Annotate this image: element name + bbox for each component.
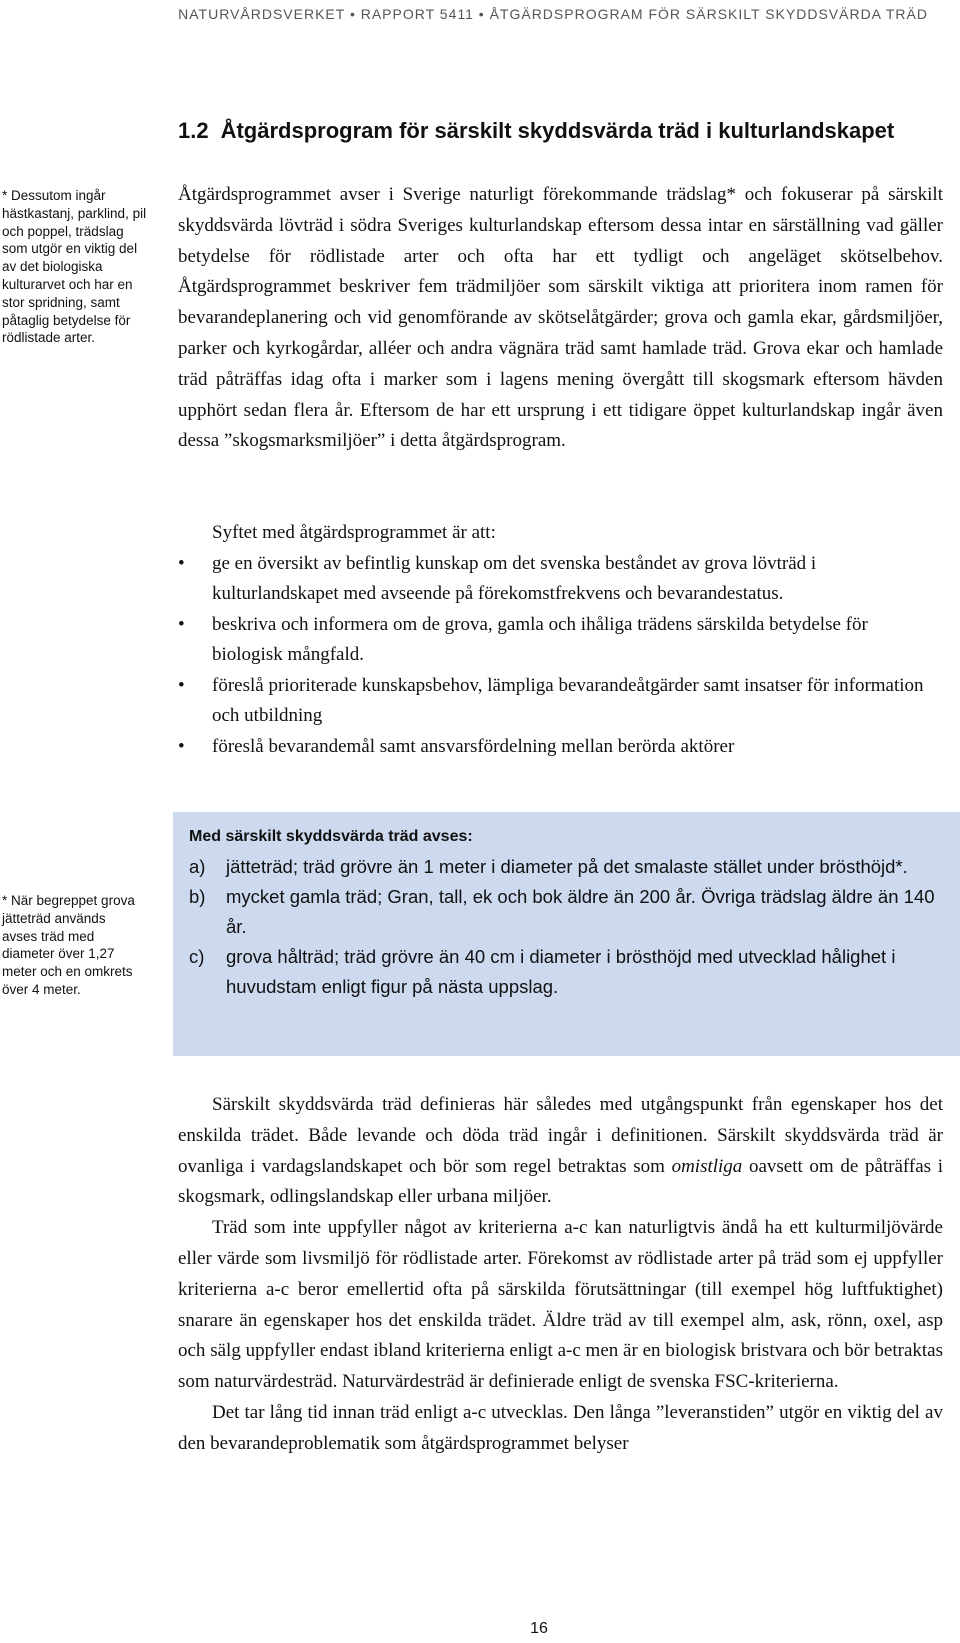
definition-box-title: Med särskilt skyddsvärda träd avses: (189, 828, 473, 845)
purpose-item (178, 549, 943, 610)
section-heading (178, 118, 894, 144)
bullet-icon: • (178, 613, 185, 635)
emphasis-omistliga: omistliga (671, 1155, 743, 1177)
purpose-intro: Syftet med åtgärdsprogrammet är att: (212, 522, 496, 543)
section-title: Åtgärdsprogram för särskilt skyddsvärda träd i kulturlandskapet (220, 118, 895, 143)
purpose-item-text: ge en översikt av befintlig kunskap om det svenska beståndet av grova lövträd i kulturlandskapet med avseende på förekomstfrekvens och bevarandestatus. (212, 552, 817, 604)
purpose-item (178, 671, 943, 732)
purpose-item-text: föreslå bevarandemål samt ansvarsfördelning mellan berörda aktörer (212, 735, 735, 757)
page-number: 16 (530, 1620, 548, 1637)
purpose-item-text: föreslå prioriterade kunskapsbehov, lämpliga bevarandeåtgärder samt insatser för information och utbildning (212, 674, 924, 726)
definition-item (189, 942, 944, 1002)
definition-item-text: grova hålträd; träd grövre än 40 cm i diameter i brösthöjd med utvecklad hålighet i huvudstam enligt figur på nästa uppslag. (226, 946, 896, 997)
definition-item-letter: b) (189, 886, 206, 907)
intro-paragraph (178, 180, 943, 457)
bullet-icon: • (178, 552, 185, 574)
section-number: 1.2 (178, 118, 209, 143)
definition-item (189, 882, 944, 942)
criteria-paragraph: Träd som inte uppfyller något av kriterierna a-c kan naturligtvis ändå ha ett kulturmiljövärde eller värde som livsmiljö för rödlistade arter. Förekomst av rödlistade arter på träd som ej uppfyller kriterierna a-c beror emellertid ofta på särskilda förutsättningar (till exempel hög luftfuktighet) snarare än egenskaper hos det enskilda trädet. Äldre träd av till exempel alm, ask, rönn, oxel, asp och sälg uppfyller endast ibland kriterierna enligt a-c men är en biologisk bristvara och bör betraktas som naturvärdesträd. Naturvärdesträd är definierade enligt de svenska FSC-kriterierna. (178, 1217, 943, 1393)
definition-item (189, 852, 944, 882)
intro-paragraph-text: Åtgärdsprogrammet avser i Sverige naturligt förekommande trädslag* och fokuserar på särskilt skyddsvärda lövträd i södra Sveriges kulturlandskap eftersom dessa intar en särställning vad gäller betydelse för rödlistade arter och ofta har ett tydligt och angeläget skötselbehov. Åtgärdsprogrammet beskriver fem trädmiljöer som särskilt viktiga att prioritera inom ramen för bevarandeplanering och vid genomförande av skötselåtgärder; grova och gamla ekar, gårdsmiljöer, parker och kyrkogårdar, alléer och andra vägnära träd samt hamlade träd. Grova ekar och hamlade träd påträffas idag ofta i marker som i lagens mening övergått till skogsmark eftersom hävden upphört sedan flera år. Eftersom de har ett ursprung i ett tidigare öppet kulturlandskap ingår även dessa ”skogsmarksmiljöer” i detta åtgärdsprogram. (178, 184, 943, 452)
body-paragraphs (178, 1090, 943, 1460)
bullet-icon: • (178, 674, 185, 696)
definition-paragraph-text-end: oavsett om de påträffas i skogsmark, odlingslandskap eller urbana miljöer. (178, 1155, 943, 1208)
margin-note-tree-species: * Dessutom ingår hästkastanj, parklind, pil och poppel, trädslag som utgör en viktig del av det biologiska kulturarvet och har en stor spridning, samt påtaglig betydelse för rödlistade arter. (2, 188, 147, 346)
running-header: NATURVÅRDSVERKET • RAPPORT 5411 • ÅTGÄRDSPROGRAM FÖR SÄRSKILT SKYDDSVÄRDA TRÄD (178, 6, 928, 22)
definition-item-text: jätteträd; träd grövre än 1 meter i diameter på det smalaste stället under brösthöjd*. (226, 856, 908, 877)
purpose-list (178, 549, 943, 763)
definition-paragraph-text: Särskilt skyddsvärda träd definieras här således med utgångspunkt från egenskaper hos det enskilda trädet. Både levande och döda träd ingår i definitionen. Särskilt skyddsvärda träd är ovanliga i vardagslandskapet och bör som regel betraktas som (178, 1094, 943, 1177)
purpose-item (178, 732, 943, 763)
margin-note-giant-trees: * När begreppet grova jätteträd används avses träd med diameter över 1,27 meter och en omkrets över 4 meter. (2, 893, 135, 997)
bullet-icon: • (178, 735, 185, 757)
definition-box (173, 812, 960, 1056)
definition-item-letter: c) (189, 946, 205, 967)
definition-item-letter: a) (189, 856, 206, 877)
purpose-item (178, 610, 943, 671)
purpose-item-text: beskriva och informera om de grova, gamla och ihåliga trädens särskilda betydelse för biologisk mångfald. (212, 613, 868, 665)
definition-paragraph (178, 1090, 943, 1213)
time-paragraph: Det tar lång tid innan träd enligt a-c utvecklas. Den långa ”leveranstiden” utgör en viktig del av den bevarandeproblematik som åtgärdsprogrammet belyser (178, 1401, 943, 1454)
definition-item-text: mycket gamla träd; Gran, tall, ek och bok äldre än 200 år. Övriga trädslag äldre än 140 år. (226, 886, 935, 937)
purpose-section (178, 518, 943, 762)
